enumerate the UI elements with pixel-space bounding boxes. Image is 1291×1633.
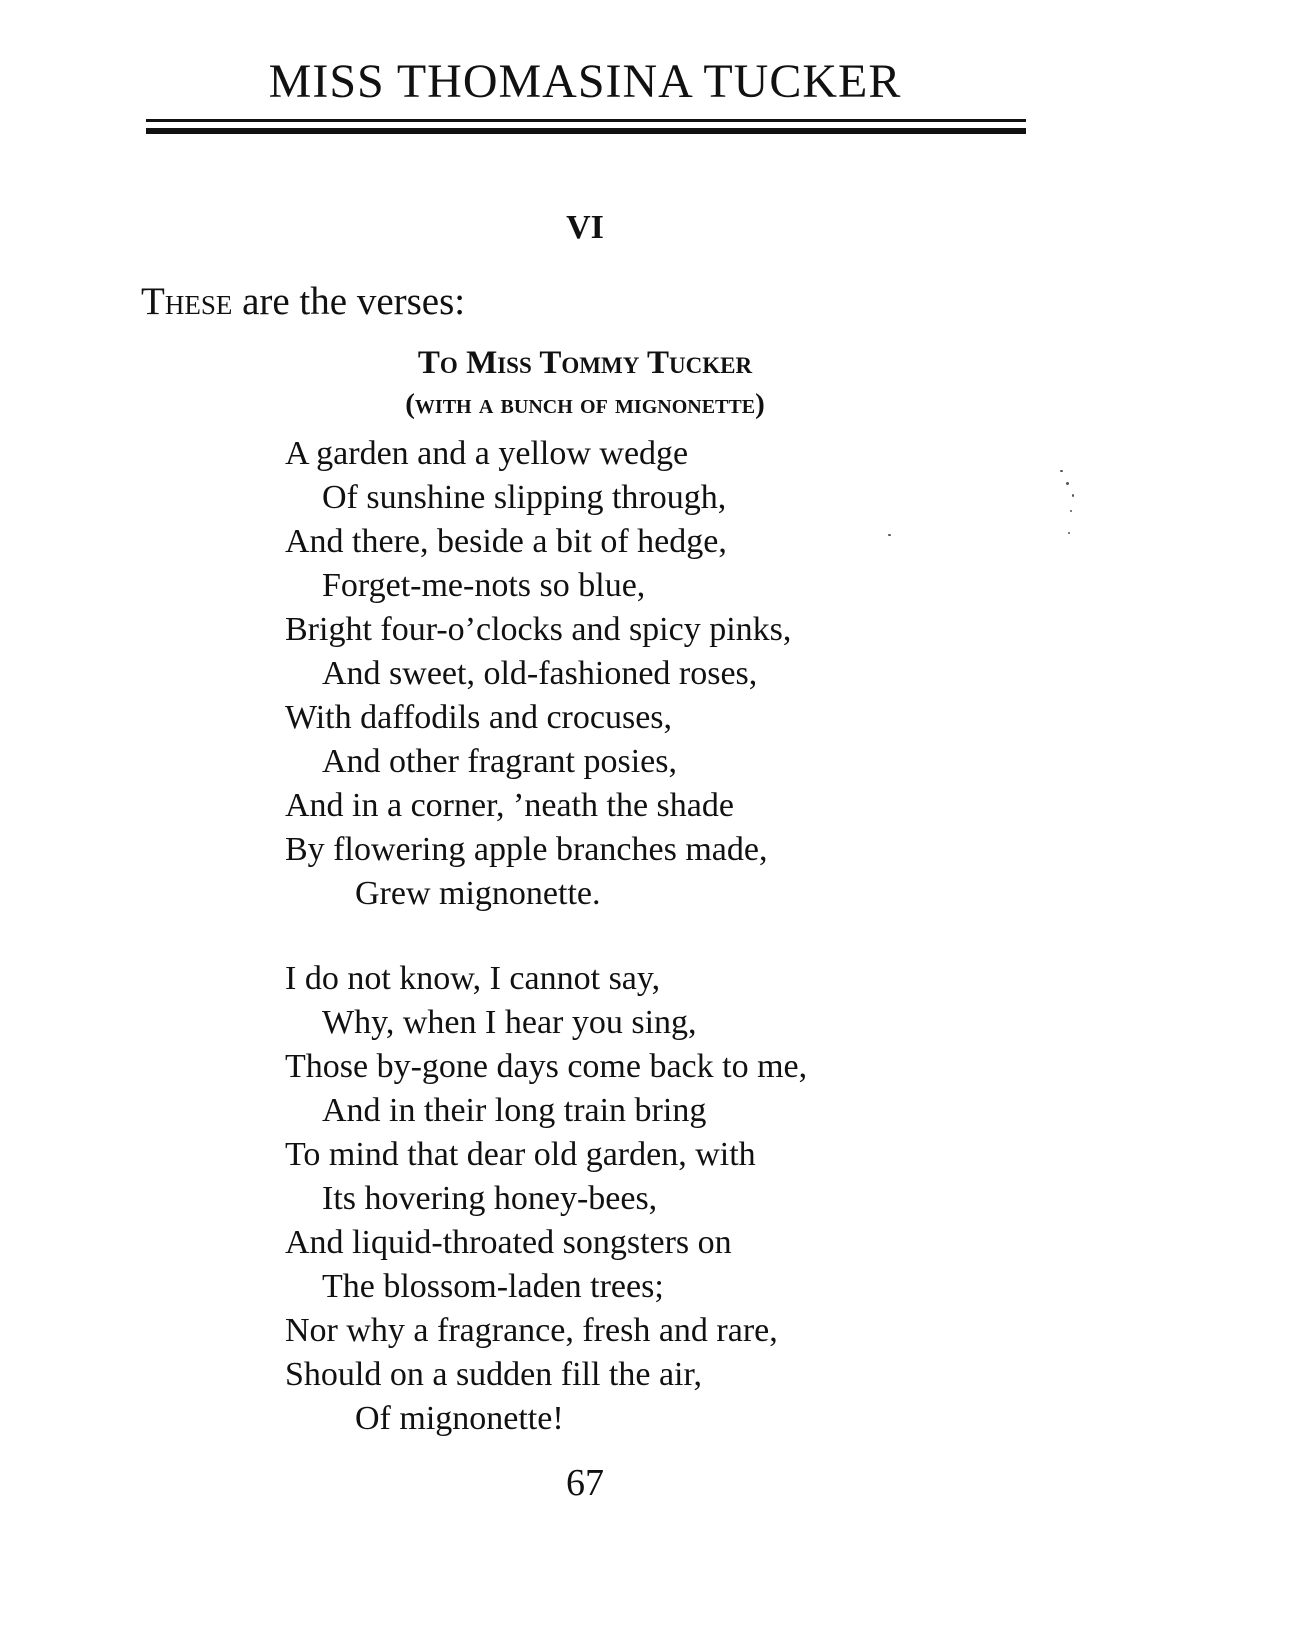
poem-line: Should on a sudden fill the air, xyxy=(285,1356,702,1393)
intro-small-caps-word: These xyxy=(141,280,233,323)
header-rule-thick xyxy=(146,128,1026,134)
poem-line: Its hovering honey-bees, xyxy=(322,1180,658,1217)
scan-speck xyxy=(1072,494,1074,497)
page-number: 67 xyxy=(566,1462,604,1504)
poem-line: And there, beside a bit of hedge, xyxy=(285,523,727,560)
poem-line: Bright four-o’clocks and spicy pinks, xyxy=(285,611,792,648)
scan-speck xyxy=(888,534,891,536)
poem-line: Grew mignonette. xyxy=(355,875,601,912)
poem-line: Of mignonette! xyxy=(355,1400,564,1437)
poem-line: With daffodils and crocuses, xyxy=(285,699,673,736)
poem-subtitle: (with a bunch of mignonette) xyxy=(405,388,765,420)
scan-speck xyxy=(1066,482,1069,485)
poem-line: A garden and a yellow wedge xyxy=(285,435,689,472)
poem-line: And in a corner, ’neath the shade xyxy=(285,787,734,824)
poem-line: To mind that dear old garden, with xyxy=(285,1136,756,1173)
poem-line: And sweet, old-fashioned roses, xyxy=(322,655,758,692)
running-head: MISS THOMASINA TUCKER xyxy=(268,55,902,108)
poem-line: And other fragrant posies, xyxy=(322,743,678,780)
intro-line xyxy=(141,278,465,326)
scan-speck xyxy=(1068,532,1070,534)
header-rule-thin xyxy=(146,119,1026,122)
poem-line: The blossom-laden trees; xyxy=(322,1268,664,1305)
intro-rest: are the verses: xyxy=(232,280,466,323)
stanza-1 xyxy=(285,432,1005,916)
poem-line: Those by-gone days come back to me, xyxy=(285,1048,808,1085)
poem-line: I do not know, I cannot say, xyxy=(285,960,661,997)
scan-speck xyxy=(1060,470,1063,472)
poem-line: Forget-me-nots so blue, xyxy=(322,567,646,604)
poem-line: And in their long train bring xyxy=(322,1092,707,1129)
poem-line: And liquid-throated songsters on xyxy=(285,1224,732,1261)
scan-speck xyxy=(1070,510,1072,512)
chapter-number: VI xyxy=(566,209,604,246)
poem-line: By flowering apple branches made, xyxy=(285,831,768,868)
stanza-2 xyxy=(285,957,1005,1441)
poem-title: To Miss Tommy Tucker xyxy=(417,345,753,381)
poem-line: Why, when I hear you sing, xyxy=(322,1004,697,1041)
poem-line: Of sunshine slipping through, xyxy=(322,479,727,516)
poem-line: Nor why a fragrance, fresh and rare, xyxy=(285,1312,778,1349)
